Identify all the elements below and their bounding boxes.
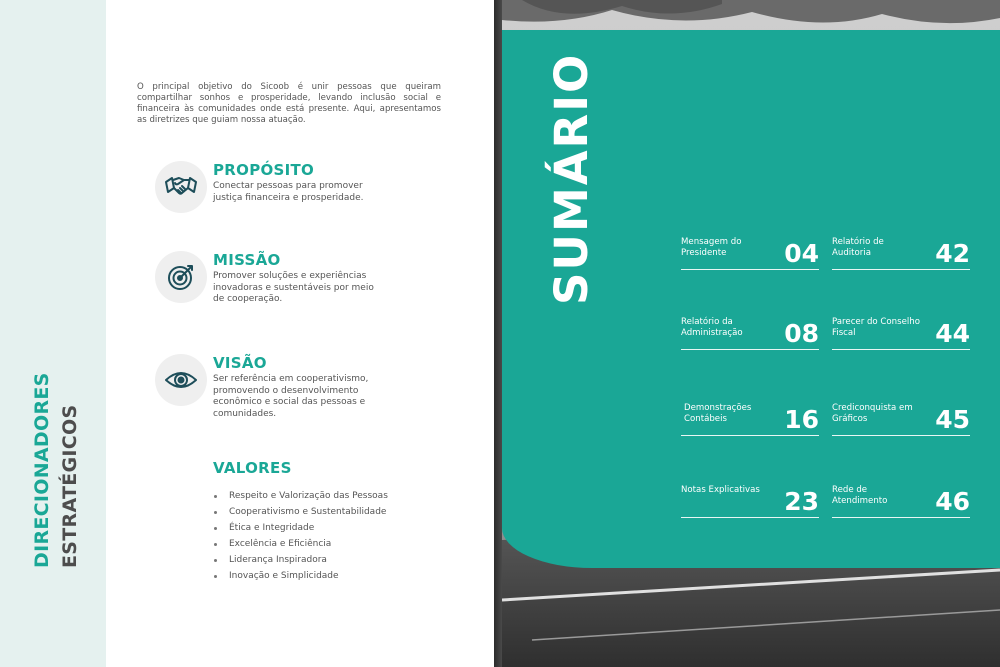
toc-entry[interactable] <box>681 237 819 270</box>
toc-entry[interactable] <box>832 485 970 518</box>
section-side-title <box>28 372 84 568</box>
left-page <box>0 0 496 667</box>
toc-entry-label: Rede de Atendimento <box>832 485 888 506</box>
valores-list <box>213 488 413 584</box>
toc-entry-page: 46 <box>935 487 970 516</box>
book-spine <box>494 0 502 667</box>
toc-entry[interactable] <box>681 317 819 350</box>
toc-entry-label: Crediconquista em Gráficos <box>832 403 913 424</box>
missao-title: MISSÃO <box>213 251 281 269</box>
toc-entry-page: 16 <box>784 405 819 434</box>
valores-item: Inovação e Simplicidade <box>213 568 413 584</box>
sumario-title: SUMÁRIO <box>545 52 598 305</box>
target-icon <box>155 251 207 303</box>
toc-entry[interactable] <box>832 403 970 436</box>
side-title-line-1: DIRECIONADORES <box>31 372 53 568</box>
toc-entry-label: Parecer do Conselho Fiscal <box>832 317 920 338</box>
proposito-description: Conectar pessoas para promover justiça financeira e prosperidade. <box>213 181 364 203</box>
toc-entry-label: Demonstrações Contábeis <box>684 403 752 424</box>
valores-item: Liderança Inspiradora <box>213 552 413 568</box>
valores-item: Excelência e Eficiência <box>213 536 413 552</box>
intro-paragraph: O principal objetivo do Sicoob é unir pessoas que queiram compartilhar sonhos e prosperidade, levando inclusão social e financeira às comunidades onde está presente. Aqui, apresentamos as diretrizes que guiam nossa atuação. <box>137 82 441 125</box>
toc-entry-page: 42 <box>935 239 970 268</box>
valores-item: Cooperativismo e Sustentabilidade <box>213 504 413 520</box>
valores-item: Ética e Integridade <box>213 520 413 536</box>
toc-entry-page: 44 <box>935 319 970 348</box>
handshake-icon <box>155 161 207 213</box>
valores-title: VALORES <box>213 459 292 477</box>
missao-description: Promover soluções e experiências inovadoras e sustentáveis por meio de cooperação. <box>213 271 374 304</box>
toc-entry-page: 04 <box>784 239 819 268</box>
toc-entry-page: 08 <box>784 319 819 348</box>
toc-entry[interactable] <box>681 403 819 436</box>
toc-entry-label: Relatório da Administração <box>681 317 743 338</box>
toc-entry[interactable] <box>681 485 819 518</box>
toc-entry-page: 45 <box>935 405 970 434</box>
section-valores <box>213 459 413 584</box>
toc-entry-label: Mensagem do Presidente <box>681 237 742 258</box>
side-title-line-2: ESTRATÉGICOS <box>59 404 81 568</box>
toc-entry-label: Relatório de Auditoria <box>832 237 884 258</box>
toc-entry-page: 23 <box>784 487 819 516</box>
visao-description: Ser referência em cooperativismo, promovendo o desenvolvimento econômico e social das pessoas e comunidades. <box>213 374 369 419</box>
toc-entry-label: Notas Explicativas <box>681 485 760 495</box>
eye-icon <box>155 354 207 406</box>
toc-entry[interactable] <box>832 317 970 350</box>
valores-item: Respeito e Valorização das Pessoas <box>213 488 413 504</box>
right-page <box>502 0 1000 667</box>
visao-title: VISÃO <box>213 354 267 372</box>
toc-entry[interactable] <box>832 237 970 270</box>
proposito-title: PROPÓSITO <box>213 161 315 179</box>
